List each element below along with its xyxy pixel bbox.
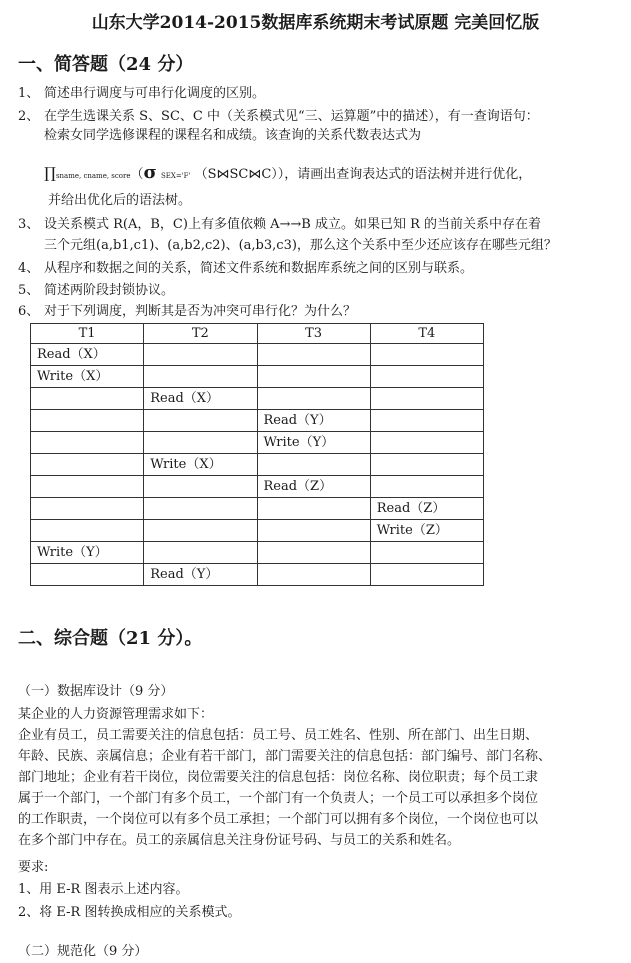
table-cell	[370, 564, 483, 586]
question-2-number: 2、	[18, 109, 40, 124]
table-cell	[144, 520, 257, 542]
table-cell	[31, 454, 144, 476]
table-cell: Write（X）	[144, 454, 257, 476]
question-2-line4: 并给出优化后的语法树。	[48, 193, 192, 208]
table-cell	[257, 366, 370, 388]
table-cell: Write（X）	[31, 366, 144, 388]
table-cell	[31, 432, 144, 454]
part1-heading: （一）数据库设计（9 分）	[18, 684, 174, 699]
projection-attributes: sname, cname, score	[55, 172, 131, 180]
table-cell	[370, 388, 483, 410]
part2-heading: （二）规范化（9 分）	[18, 944, 148, 959]
table-cell: Read（X）	[31, 344, 144, 366]
table-cell: Read（Y）	[144, 564, 257, 586]
table-cell: Read（Y）	[257, 410, 370, 432]
table-row	[31, 498, 484, 520]
table-cell	[370, 410, 483, 432]
table-cell	[370, 476, 483, 498]
selection-symbol: σ	[143, 162, 157, 183]
table-cell	[370, 454, 483, 476]
table-cell	[31, 498, 144, 520]
requirement-2-number: 2、	[18, 905, 40, 920]
question-4-number: 4、	[18, 261, 40, 276]
table-cell	[257, 520, 370, 542]
question-6-number: 6、	[18, 304, 40, 319]
table-cell: Read（X）	[144, 388, 257, 410]
section2-heading: 二、综合题（21 分）。	[18, 628, 203, 649]
table-cell	[370, 344, 483, 366]
table-cell	[144, 410, 257, 432]
table-cell	[31, 410, 144, 432]
table-row	[31, 476, 484, 498]
question-5	[18, 282, 174, 300]
table-cell	[144, 498, 257, 520]
schedule-table	[30, 323, 484, 586]
question-6-text: 对于下列调度，判断其是否为冲突可串行化？为什么？	[44, 304, 357, 319]
table-row	[31, 410, 484, 432]
table-cell: Read（Z）	[370, 498, 483, 520]
table-cell	[370, 542, 483, 564]
question-2-line1	[18, 108, 539, 126]
question-2-line2: 检索女同学选修课程的课程名和成绩。该查询的关系代数表达式为	[44, 128, 422, 143]
table-cell	[31, 564, 144, 586]
question-3-line1	[18, 216, 541, 234]
column-header-t4: T4	[370, 324, 483, 344]
section1-heading: 一、简答题（24 分）	[18, 54, 194, 75]
table-cell	[31, 476, 144, 498]
requirement-1-number: 1、	[18, 882, 40, 897]
requirement-1-text: 用 E-R 图表示上述内容。	[39, 882, 189, 897]
document-title: 山东大学2014-2015数据库系统期末考试原题 完美回忆版	[91, 13, 540, 33]
question-3-text: 设关系模式 R(A，B，C)上有多值依赖 A→→B 成立。如果已知 R 的当前关系中存在着	[44, 217, 541, 232]
table-cell: Write（Y）	[257, 432, 370, 454]
table-cell	[144, 344, 257, 366]
column-header-t3: T3	[257, 324, 370, 344]
projection-symbol: ∏	[44, 164, 56, 182]
join-expression: （S⋈SC⋈C））	[194, 167, 285, 182]
table-cell	[144, 366, 257, 388]
question-2-text: 在学生选课关系 S、SC、C 中（关系模式见“三、运算题”中的描述），有一查询语句：	[44, 109, 539, 124]
requirements-intro: 某企业的人力资源管理需求如下：	[18, 707, 214, 722]
table-cell	[144, 432, 257, 454]
table-row	[31, 344, 484, 366]
requirement-2	[18, 904, 240, 922]
requirement-2-text: 将 E-R 图转换成相应的关系模式。	[39, 905, 241, 920]
requirements-line: 在多个部门中存在。员工的亲属信息关注身份证号码、与员工的关系和姓名。	[18, 833, 461, 848]
question-4-text: 从程序和数据之间的关系，简述文件系统和数据库系统之间的区别与联系。	[44, 261, 474, 276]
requirements-line: 属于一个部门，一个部门有多个员工，一个部门有一个负责人；一个员工可以承担多个岗位	[18, 791, 539, 806]
question-1	[18, 85, 265, 103]
question-1-number: 1、	[18, 86, 40, 101]
schedule-header-row	[31, 324, 484, 344]
table-row	[31, 366, 484, 388]
table-row	[31, 564, 484, 586]
table-cell	[144, 476, 257, 498]
question-3-line2: 三个元组(a,b1,c1)、(a,b2,c2)、(a,b3,c3)，那么这个关系中至少还应该存在哪些元组？	[44, 238, 557, 253]
requirements-line: 年龄、民族、亲属信息；企业有若干部门，部门需要关注的信息包括：部门编号、部门名称、	[18, 749, 552, 764]
table-cell	[257, 454, 370, 476]
table-cell	[257, 564, 370, 586]
table-cell	[370, 432, 483, 454]
question-6	[18, 303, 356, 321]
table-row	[31, 454, 484, 476]
table-cell	[144, 542, 257, 564]
selection-condition: SEX='F'	[160, 172, 191, 180]
table-cell	[257, 344, 370, 366]
question-4	[18, 260, 473, 278]
requirements-label: 要求:	[18, 860, 49, 875]
table-cell: Write（Z）	[370, 520, 483, 542]
question-1-text: 简述串行调度与可串行化调度的区别。	[44, 86, 266, 101]
table-cell	[31, 388, 144, 410]
table-row	[31, 542, 484, 564]
relational-algebra-expression	[44, 161, 531, 188]
requirement-1	[18, 881, 188, 899]
table-row	[31, 520, 484, 542]
question-5-number: 5、	[18, 283, 40, 298]
column-header-t2: T2	[144, 324, 257, 344]
table-cell	[370, 366, 483, 388]
table-cell	[257, 498, 370, 520]
question-3-number: 3、	[18, 217, 40, 232]
table-cell: Read（Z）	[257, 476, 370, 498]
table-row	[31, 388, 484, 410]
requirements-line: 部门地址；企业有若干岗位，岗位需要关注的信息包括：岗位名称、岗位职责；每个员工隶	[18, 770, 539, 785]
column-header-t1: T1	[31, 324, 144, 344]
table-cell	[257, 388, 370, 410]
table-cell: Write（Y）	[31, 542, 144, 564]
expression-open-paren: （	[130, 167, 144, 182]
requirements-line: 企业有员工，员工需要关注的信息包括：员工号、员工姓名、性别、所在部门、出生日期、	[18, 728, 539, 743]
table-cell	[31, 520, 144, 542]
requirements-line: 的工作职责，一个岗位可以有多个员工承担；一个部门可以拥有多个岗位，一个岗位也可以	[18, 812, 539, 827]
expression-instruction: ，请画出查询表达式的语法树并进行优化，	[284, 167, 532, 182]
requirements-body	[18, 725, 608, 851]
table-cell	[257, 542, 370, 564]
question-5-text: 简述两阶段封锁协议。	[44, 283, 175, 298]
table-row	[31, 432, 484, 454]
